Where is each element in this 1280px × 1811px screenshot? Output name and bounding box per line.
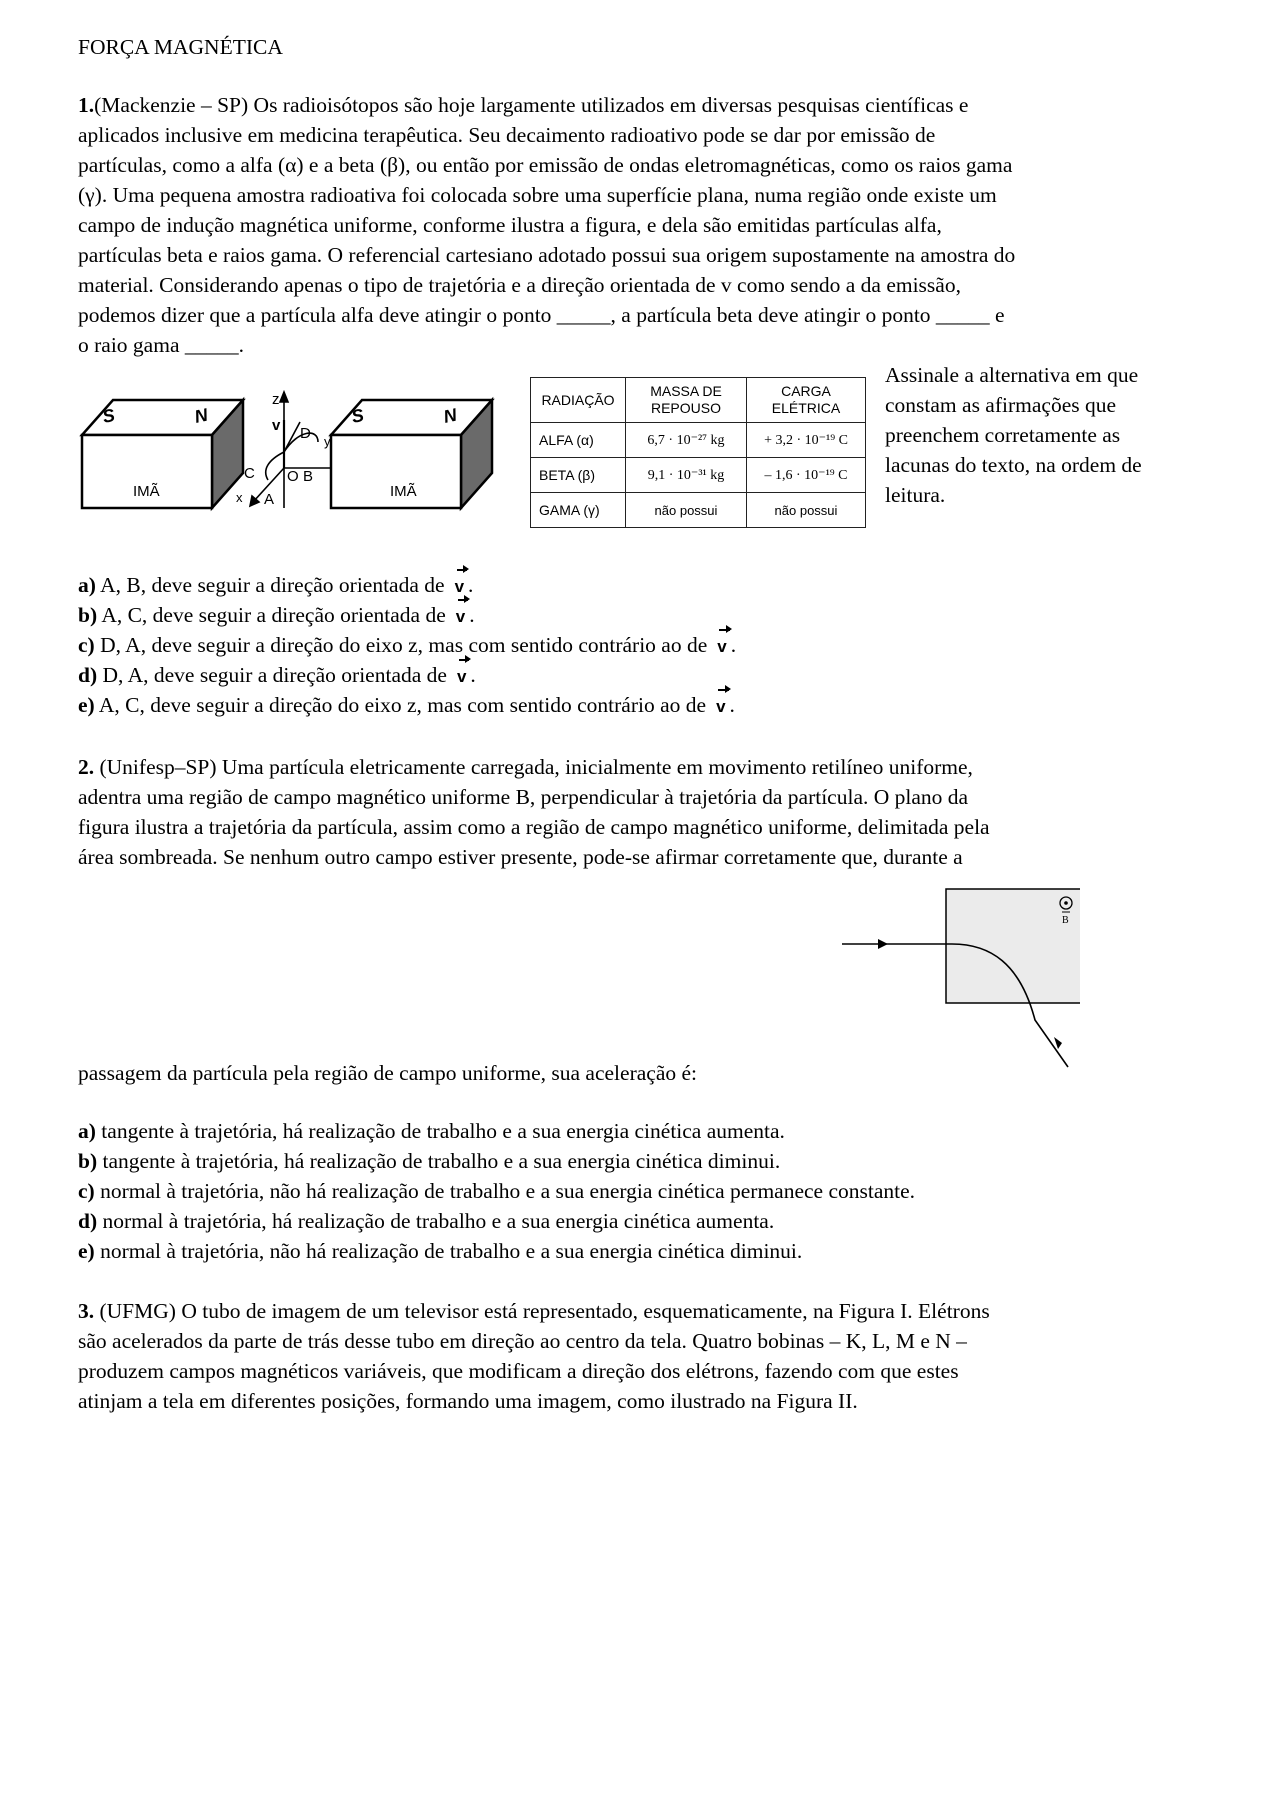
vector-v-symbol: v <box>457 662 466 692</box>
right-magnet-pole-n: N <box>441 404 459 427</box>
q1-side-line: lacunas do texto, na ordem de <box>885 453 1142 477</box>
trajectory-arrow-icon <box>1054 1037 1062 1049</box>
q2-line: área sombreada. Se nenhum outro campo estiver presente, pode-se afirmar corretamente que, durante a <box>78 845 963 869</box>
table-cell: – 1,6 · 10⁻¹⁹ C <box>747 458 866 493</box>
table-cell: 6,7 · 10⁻²⁷ kg <box>626 423 747 458</box>
magnetic-field-region <box>946 889 1080 1003</box>
q3-line: 3. (UFMG) O tubo de imagem de um televisor está representado, esquematicamente, na Figura I. Elétrons <box>78 1299 990 1323</box>
table-header: MASSA DE REPOUSO <box>626 378 747 423</box>
q1-line: 1.(Mackenzie – SP) Os radioisótopos são hoje largamente utilizados em diversas pesquisas científicas e <box>78 93 969 117</box>
origin-label: O <box>287 468 299 485</box>
q3-line: produzem campos magnéticos variáveis, que modificam a direção dos elétrons, fazendo com que estes <box>78 1359 959 1383</box>
q2-line: passagem da partícula pela região de campo uniforme, sua aceleração é: <box>78 1061 698 1085</box>
table-cell: BETA (β) <box>531 458 626 493</box>
axis-x-label: x <box>236 490 243 505</box>
point-a-label: A <box>264 491 275 508</box>
axis-y-label: y <box>324 434 331 449</box>
q1-magnet-figure <box>78 390 518 515</box>
q1-side-line: Assinale a alternativa em que <box>885 363 1139 387</box>
q1-side-line: constam as afirmações que <box>885 393 1117 417</box>
point-b-label: B <box>303 468 314 485</box>
q1-line: material. Considerando apenas o tipo de trajetória e a direção orientada de v como sendo a da emissão, <box>78 273 961 297</box>
table-cell: não possui <box>626 493 747 528</box>
q1-line: o raio gama _____. <box>78 333 244 357</box>
vector-v-symbol: v <box>716 692 725 722</box>
q1-line: partículas beta e raios gama. O referencial cartesiano adotado possui sua origem supostamente na amostra do <box>78 243 1016 267</box>
q2-option-e: e) normal à trajetória, não há realização de trabalho e a sua energia cinética diminui. <box>78 1239 803 1263</box>
table-cell: + 3,2 · 10⁻¹⁹ C <box>747 423 866 458</box>
q2-option-d: d) normal à trajetória, há realização de trabalho e a sua energia cinética aumenta. <box>78 1209 775 1233</box>
radiation-table <box>530 377 866 528</box>
left-magnet-pole-s: S <box>100 404 117 427</box>
table-cell: ALFA (α) <box>531 423 626 458</box>
q2-line: figura ilustra a trajetória da partícula, assim como a região de campo magnético uniforme, delimitada pela <box>78 815 990 839</box>
q2-option-b: b) tangente à trajetória, há realização de trabalho e a sua energia cinética diminui. <box>78 1149 781 1173</box>
q1-line: campo de indução magnética uniforme, conforme ilustra a figura, e dela são emitidas partículas alfa, <box>78 213 942 237</box>
q1-line: podemos dizer que a partícula alfa deve atingir o ponto _____, a partícula beta deve atingir o ponto _____ e <box>78 303 1005 327</box>
q1-line: (γ). Uma pequena amostra radioativa foi colocada sobre uma superfície plana, numa região onde existe um <box>78 183 997 207</box>
vector-v-label: v <box>272 417 281 434</box>
q1-line: partículas, como a alfa (α) e a beta (β), ou então por emissão de ondas eletromagnéticas, como os raios gama <box>78 153 1013 177</box>
trajectory-arrow-icon <box>878 939 888 949</box>
q1-option-d: d) D, A, deve seguir a direção orientada de v . <box>78 660 476 692</box>
q2-number: 2. <box>78 755 95 779</box>
q1-number: 1. <box>78 93 95 117</box>
field-label-b: B <box>1062 915 1069 926</box>
q1-side-line: leitura. <box>885 483 946 507</box>
table-cell: GAMA (γ) <box>531 493 626 528</box>
q2-option-a: a) tangente à trajetória, há realização de trabalho e a sua energia cinética aumenta. <box>78 1119 785 1143</box>
table-cell: 9,1 · 10⁻³¹ kg <box>626 458 747 493</box>
q1-option-c: c) D, A, deve seguir a direção do eixo z, mas com sentido contrário ao de v . <box>78 630 736 662</box>
table-row <box>531 493 866 528</box>
q2-trajectory-figure <box>840 885 1080 1075</box>
table-cell: não possui <box>747 493 866 528</box>
left-magnet-label: IMÃ <box>133 483 160 500</box>
q1-option-b: b) A, C, deve seguir a direção orientada de v . <box>78 600 475 632</box>
q3-line: atinjam a tela em diferentes posições, formando uma imagem, como ilustrado na Figura II. <box>78 1389 858 1413</box>
q2-option-c: c) normal à trajetória, não há realização de trabalho e a sua energia cinética permanece constante. <box>78 1179 916 1203</box>
axis-z-label: z <box>272 391 280 408</box>
q2-line: 2. (Unifesp–SP) Uma partícula eletricamente carregada, inicialmente em movimento retilíneo uniforme, <box>78 755 973 779</box>
table-row <box>531 423 866 458</box>
coordinate-axes <box>250 392 330 508</box>
vector-v-symbol: v <box>717 632 726 662</box>
table-row <box>531 458 866 493</box>
q2-line: adentra uma região de campo magnético uniforme B, perpendicular à trajetória da partícula. O plano da <box>78 785 969 809</box>
q3-line: são acelerados da parte de trás desse tubo em direção ao centro da tela. Quatro bobinas – K, L, M e N – <box>78 1329 967 1353</box>
vector-v-symbol: v <box>455 572 464 602</box>
table-header: CARGA ELÉTRICA <box>747 378 866 423</box>
right-magnet-label: IMÃ <box>390 483 417 500</box>
vector-v-symbol: v <box>456 602 465 632</box>
point-d-label: D <box>300 425 311 442</box>
right-magnet-pole-s: S <box>349 404 366 427</box>
table-header-row <box>531 378 866 423</box>
q1-option-a: a) A, B, deve seguir a direção orientada de v . <box>78 570 473 602</box>
q1-side-line: preenchem corretamente as <box>885 423 1121 447</box>
table-header: RADIAÇÃO <box>531 378 626 423</box>
left-magnet-pole-n: N <box>192 404 210 427</box>
q1-line: aplicados inclusive em medicina terapêutica. Seu decaimento radioativo pode se dar por emissão de <box>78 123 936 147</box>
point-c-label: C <box>244 465 255 482</box>
q3-number: 3. <box>78 1299 95 1323</box>
q1-option-e: e) A, C, deve seguir a direção do eixo z, mas com sentido contrário ao de v . <box>78 690 735 722</box>
page-title: FORÇA MAGNÉTICA <box>78 35 283 59</box>
